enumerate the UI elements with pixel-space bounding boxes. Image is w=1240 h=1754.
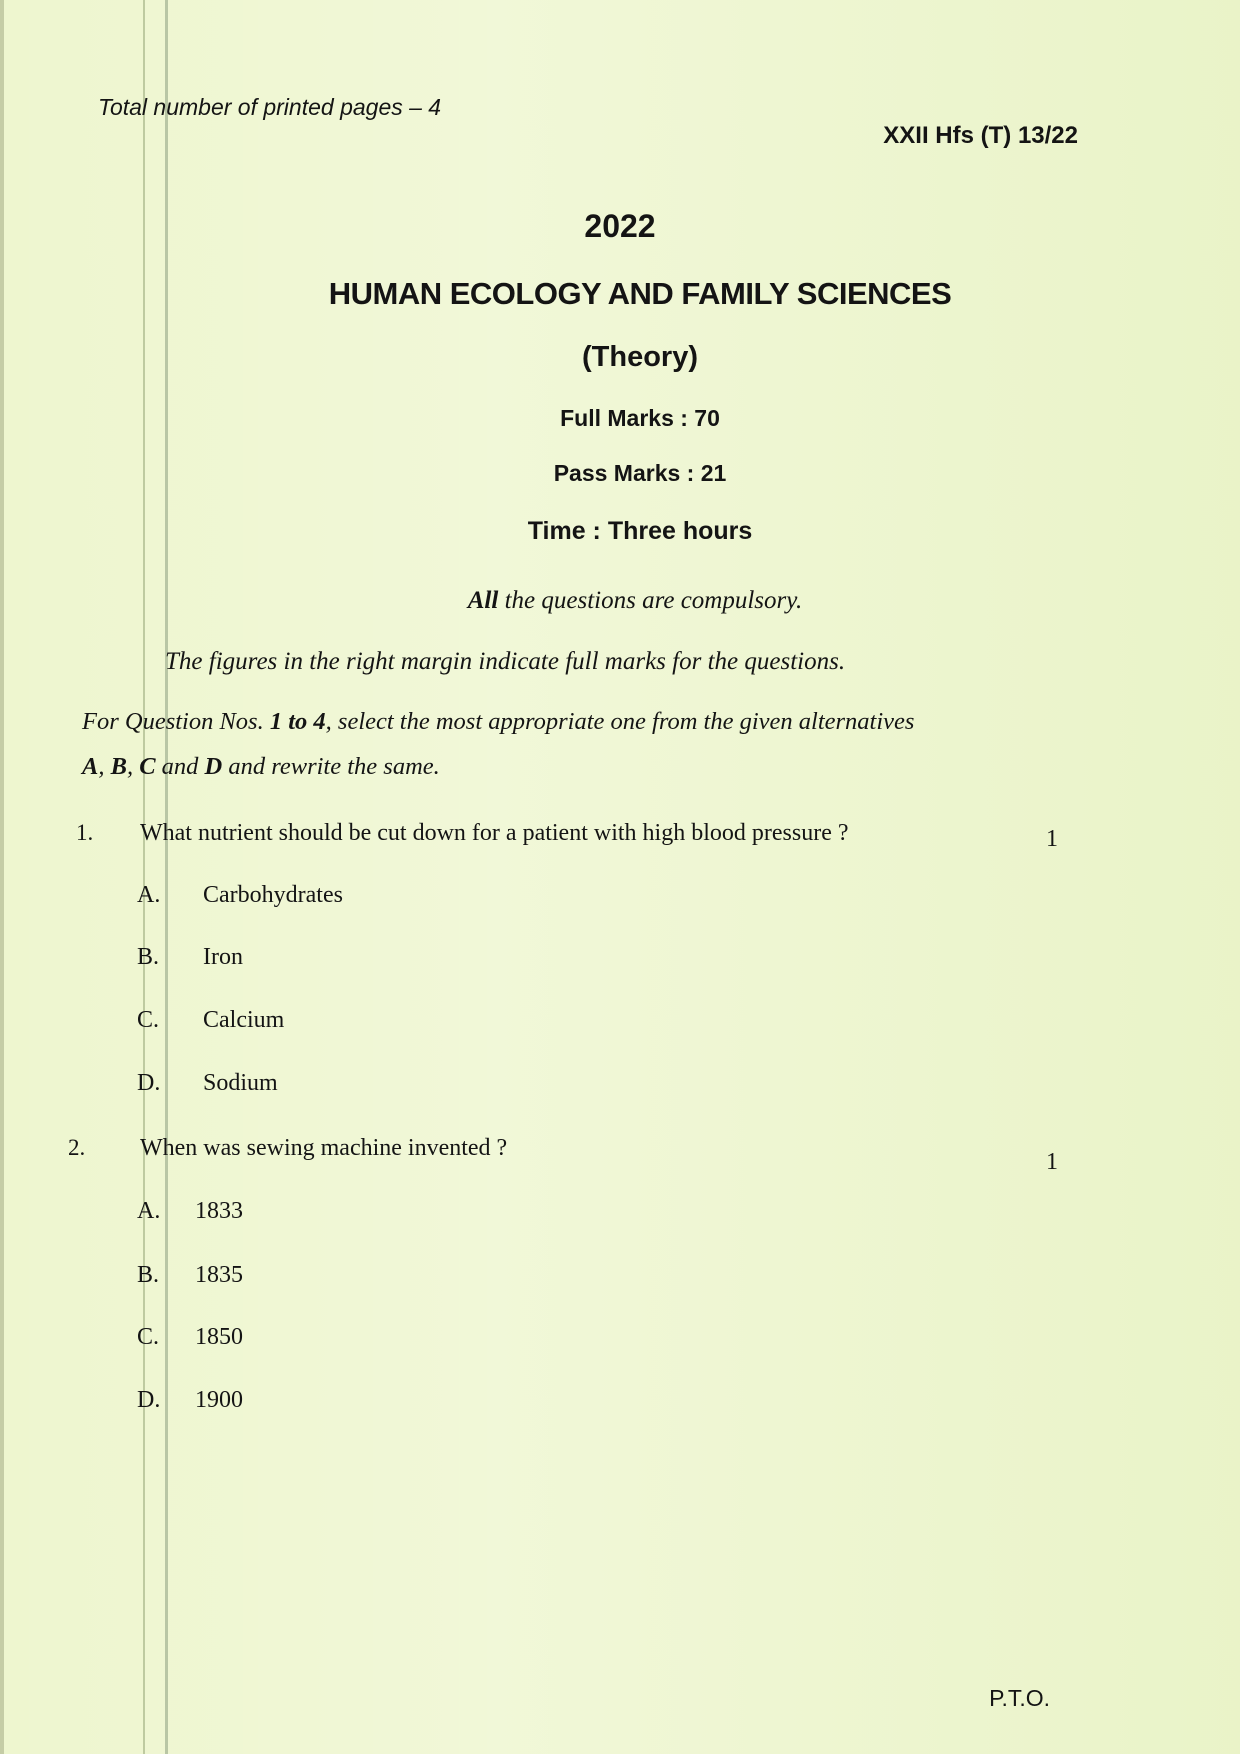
option-text: Calcium <box>203 1007 285 1033</box>
question-number: 2. <box>68 1135 86 1160</box>
exam-year: 2022 <box>584 208 656 244</box>
instruction-mcq-line2: A, B, C and D and rewrite the same. <box>82 753 440 780</box>
scan-fold-line <box>143 0 145 1754</box>
subject-title: HUMAN ECOLOGY AND FAMILY SCIENCES <box>328 276 952 311</box>
option-letter: B. <box>137 1262 160 1288</box>
option-text: Carbohydrates <box>203 882 343 908</box>
option-letter: B. <box>137 944 160 970</box>
option-text: 1833 <box>195 1198 243 1224</box>
paper-code: XXII Hfs (T) 13/22 <box>883 122 1078 149</box>
question-marks: 1 <box>1046 1149 1058 1175</box>
option-letter: D. <box>137 1070 161 1096</box>
option-letter: A. <box>137 882 161 908</box>
scan-page-edge <box>0 0 4 1754</box>
question-text: What nutrient should be cut down for a patient with high blood pressure ? <box>140 820 849 846</box>
option-text: Sodium <box>203 1070 278 1096</box>
option-text: 1850 <box>195 1324 243 1350</box>
option-letter: A. <box>137 1198 161 1224</box>
pass-marks: Pass Marks : 21 <box>553 460 727 486</box>
printed-pages-note: Total number of printed pages – 4 <box>98 94 442 120</box>
question-text: When was sewing machine invented ? <box>140 1135 508 1161</box>
instruction-compulsory: All the questions are compulsory. <box>467 587 803 614</box>
full-marks: Full Marks : 70 <box>560 405 720 431</box>
paper-type: (Theory) <box>582 341 698 373</box>
option-letter: C. <box>137 1007 160 1033</box>
page-turn-over-note: P.T.O. <box>989 1685 1050 1711</box>
question-marks: 1 <box>1046 826 1058 852</box>
instruction-mcq-line1: For Question Nos. 1 to 4, select the most appropriate one from the given alternatives <box>82 708 915 735</box>
option-letter: C. <box>137 1324 160 1350</box>
option-text: 1835 <box>195 1262 243 1288</box>
scan-fold-line <box>165 0 168 1754</box>
time-allowed: Time : Three hours <box>527 517 753 545</box>
option-text: Iron <box>203 944 243 970</box>
question-number: 1. <box>76 820 94 845</box>
instruction-marks-margin: The figures in the right margin indicate full marks for the questions. <box>165 648 846 675</box>
option-letter: D. <box>137 1387 161 1413</box>
option-text: 1900 <box>195 1387 243 1413</box>
